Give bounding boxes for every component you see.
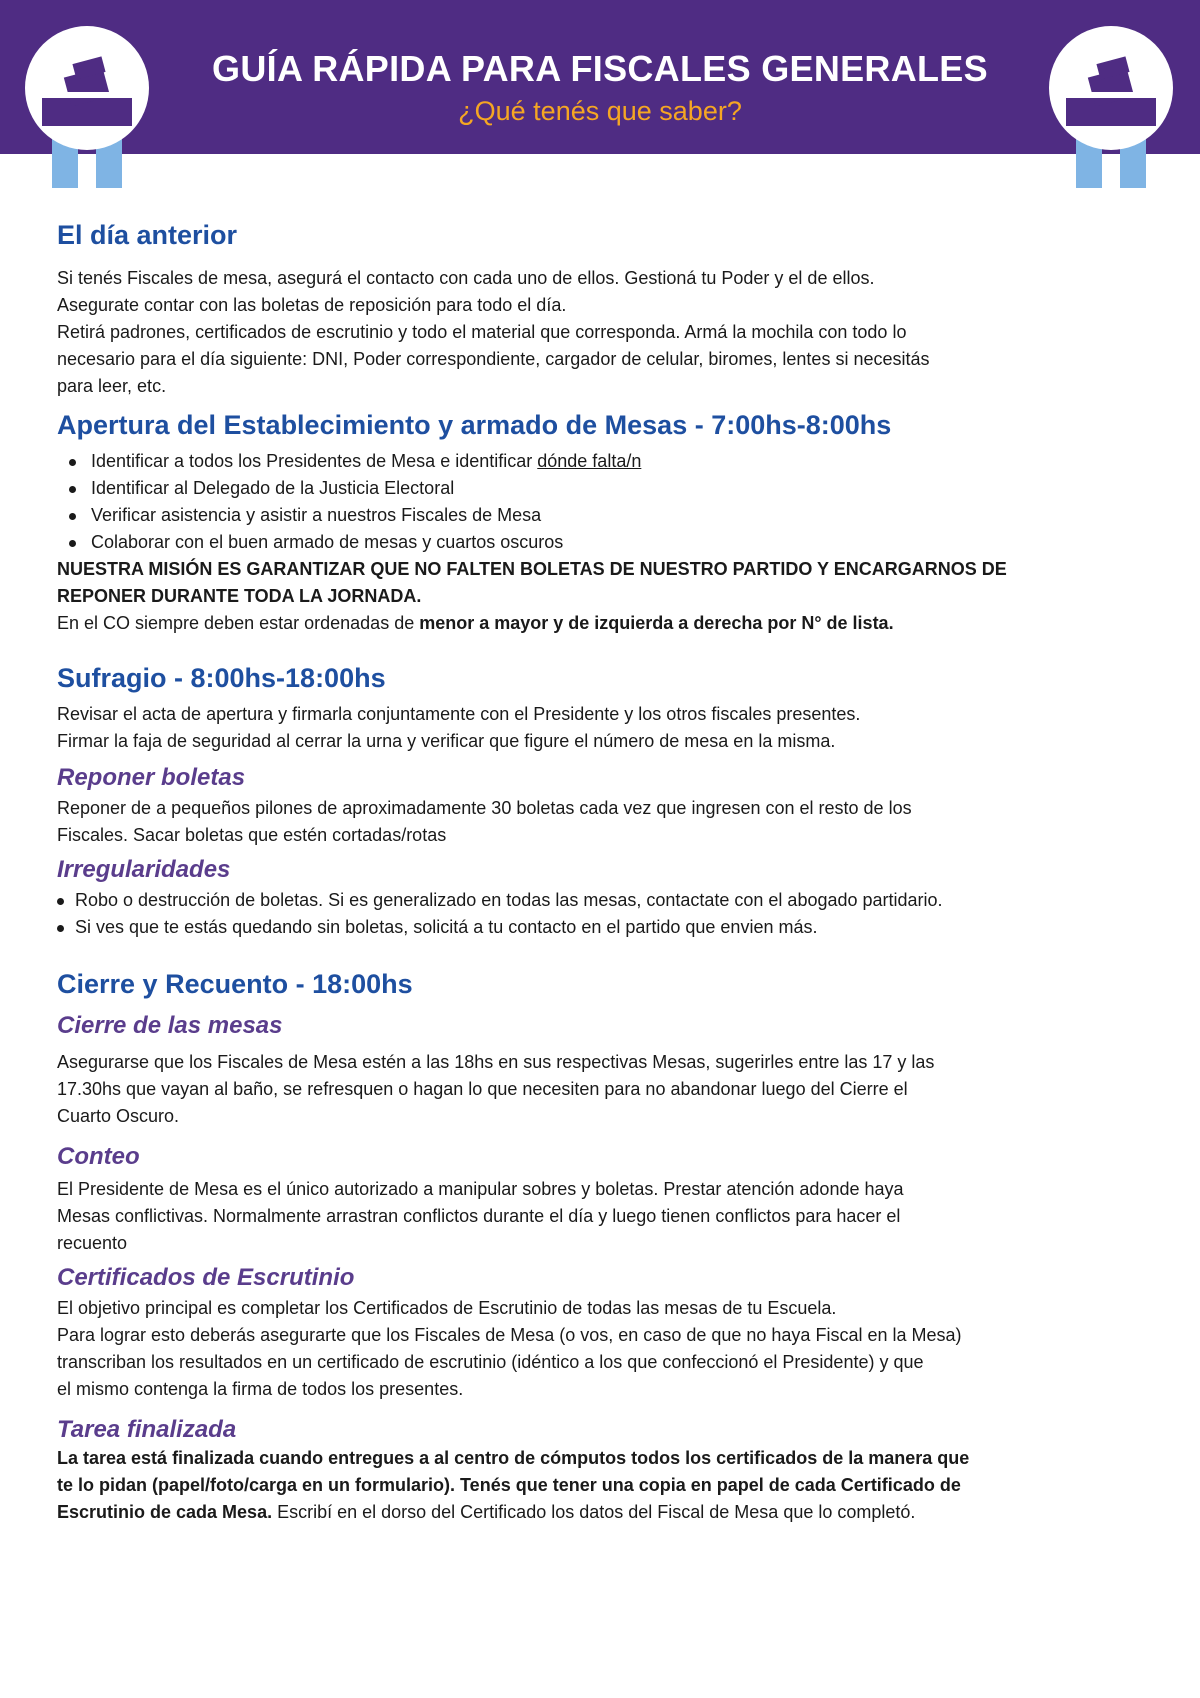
section-title-dia-anterior: El día anterior (57, 220, 238, 250)
ballot-box-logo-icon (1036, 20, 1186, 188)
list-item-text: Identificar a todos los Presidentes de Mesa e identificar (91, 451, 538, 471)
paragraph-line: el mismo contenga la firma de todos los presentes. (57, 1379, 464, 1399)
paragraph-line: Retirá padrones, certificados de escrutinio y todo el material que corresponda. Armá la mochila con todo lo (57, 322, 907, 342)
section-title-apertura: Apertura del Establecimiento y armado de Mesas - 7:00hs-8:00hs (57, 410, 892, 440)
paragraph-line: te lo pidan (papel/foto/carga en un formulario). Tenés que tener una copia en papel de cada Certificado de (57, 1475, 961, 1495)
paragraph-line: Asegurate contar con las boletas de reposición para todo el día. (57, 295, 567, 315)
section-title-sufragio: Sufragio - 8:00hs-18:00hs (57, 663, 386, 693)
header-banner (0, 0, 1200, 154)
list-item: Colaborar con el buen armado de mesas y cuartos oscuros (57, 529, 1157, 556)
paragraph-line: El objetivo principal es completar los Certificados de Escrutinio de todas las mesas de tu Escuela. (57, 1298, 837, 1318)
paragraph-line: Revisar el acta de apertura y firmarla conjuntamente con el Presidente y los otros fiscales presentes. (57, 704, 861, 724)
underlined-text: dónde falta/n (537, 451, 642, 471)
document-body (57, 218, 1157, 1526)
subsection-title-irregularidades: Irregularidades (57, 856, 231, 883)
orden-line (57, 610, 1157, 637)
tarea-bold-text: Escrutinio de cada Mesa. (57, 1502, 273, 1522)
paragraph-line: Reponer de a pequeños pilones de aproximadamente 30 boletas cada vez que ingresen con el resto de los (57, 798, 912, 818)
page-title: GUÍA RÁPIDA PARA FISCALES GENERALES (212, 48, 988, 89)
page-subtitle: ¿Qué tenés que saber? (458, 96, 742, 126)
irregularidades-list (57, 887, 1157, 941)
mision-line: NUESTRA MISIÓN ES GARANTIZAR QUE NO FALTEN BOLETAS DE NUESTRO PARTIDO Y ENCARGARNOS DE (57, 559, 1007, 579)
subsection-title-cierre-mesas: Cierre de las mesas (57, 1012, 283, 1039)
paragraph-line (57, 1499, 1157, 1526)
list-item: Verificar asistencia y asistir a nuestros Fiscales de Mesa (57, 502, 1157, 529)
paragraph-line: 17.30hs que vayan al baño, se refresquen o hagan lo que necesiten para no abandonar luego del Cierre el (57, 1079, 908, 1099)
paragraph-line: recuento (57, 1233, 128, 1253)
paragraph-line: Firmar la faja de seguridad al cerrar la urna y verificar que figure el número de mesa en la misma. (57, 731, 836, 751)
subsection-title-certificados: Certificados de Escrutinio (57, 1264, 355, 1291)
orden-bold-text: menor a mayor y de izquierda a derecha por N° de lista. (419, 613, 894, 633)
paragraph-line: Mesas conflictivas. Normalmente arrastran conflictos durante el día y luego tienen conflictos para hacer el (57, 1206, 901, 1226)
subsection-title-tarea: Tarea finalizada (57, 1416, 237, 1443)
orden-text: En el CO siempre deben estar ordenadas de (57, 613, 420, 633)
section-title-cierre: Cierre y Recuento - 18:00hs (57, 969, 413, 999)
paragraph-line: La tarea está finalizada cuando entregues a al centro de cómputos todos los certificados de la manera que (57, 1448, 970, 1468)
paragraph-line: Si tenés Fiscales de mesa, asegurá el contacto con cada uno de ellos. Gestioná tu Poder y el de ellos. (57, 268, 875, 288)
list-item: Si ves que te estás quedando sin boletas, solicitá a tu contacto en el partido que envien más. (57, 914, 1157, 941)
list-item (57, 448, 1157, 475)
subsection-title-reponer: Reponer boletas (57, 764, 246, 791)
paragraph-line: necesario para el día siguiente: DNI, Poder correspondiente, cargador de celular, biromes, lentes si necesitás (57, 349, 930, 369)
list-item: Robo o destrucción de boletas. Si es generalizado en todas las mesas, contactate con el abogado partidario. (57, 887, 1157, 914)
mision-line: REPONER DURANTE TODA LA JORNADA. (57, 586, 422, 606)
paragraph-line: Para lograr esto deberás asegurarte que los Fiscales de Mesa (o vos, en caso de que no haya Fiscal en la Mesa) (57, 1325, 962, 1345)
subsection-title-conteo: Conteo (57, 1143, 140, 1170)
paragraph-line: transcriban los resultados en un certificado de escrutinio (idéntico a los que confeccionó el Presidente) y que (57, 1352, 924, 1372)
paragraph-line: Fiscales. Sacar boletas que estén cortadas/rotas (57, 825, 447, 845)
tarea-text: Escribí en el dorso del Certificado los datos del Fiscal de Mesa que lo completó. (272, 1502, 916, 1522)
paragraph-line: para leer, etc. (57, 376, 167, 396)
paragraph-line: Asegurarse que los Fiscales de Mesa estén a las 18hs en sus respectivas Mesas, sugerirles entre las 17 y las (57, 1052, 935, 1072)
list-item: Identificar al Delegado de la Justicia Electoral (57, 475, 1157, 502)
paragraph-line: El Presidente de Mesa es el único autorizado a manipular sobres y boletas. Prestar atención adonde haya (57, 1179, 904, 1199)
apertura-list (57, 448, 1157, 556)
paragraph-line: Cuarto Oscuro. (57, 1106, 180, 1126)
